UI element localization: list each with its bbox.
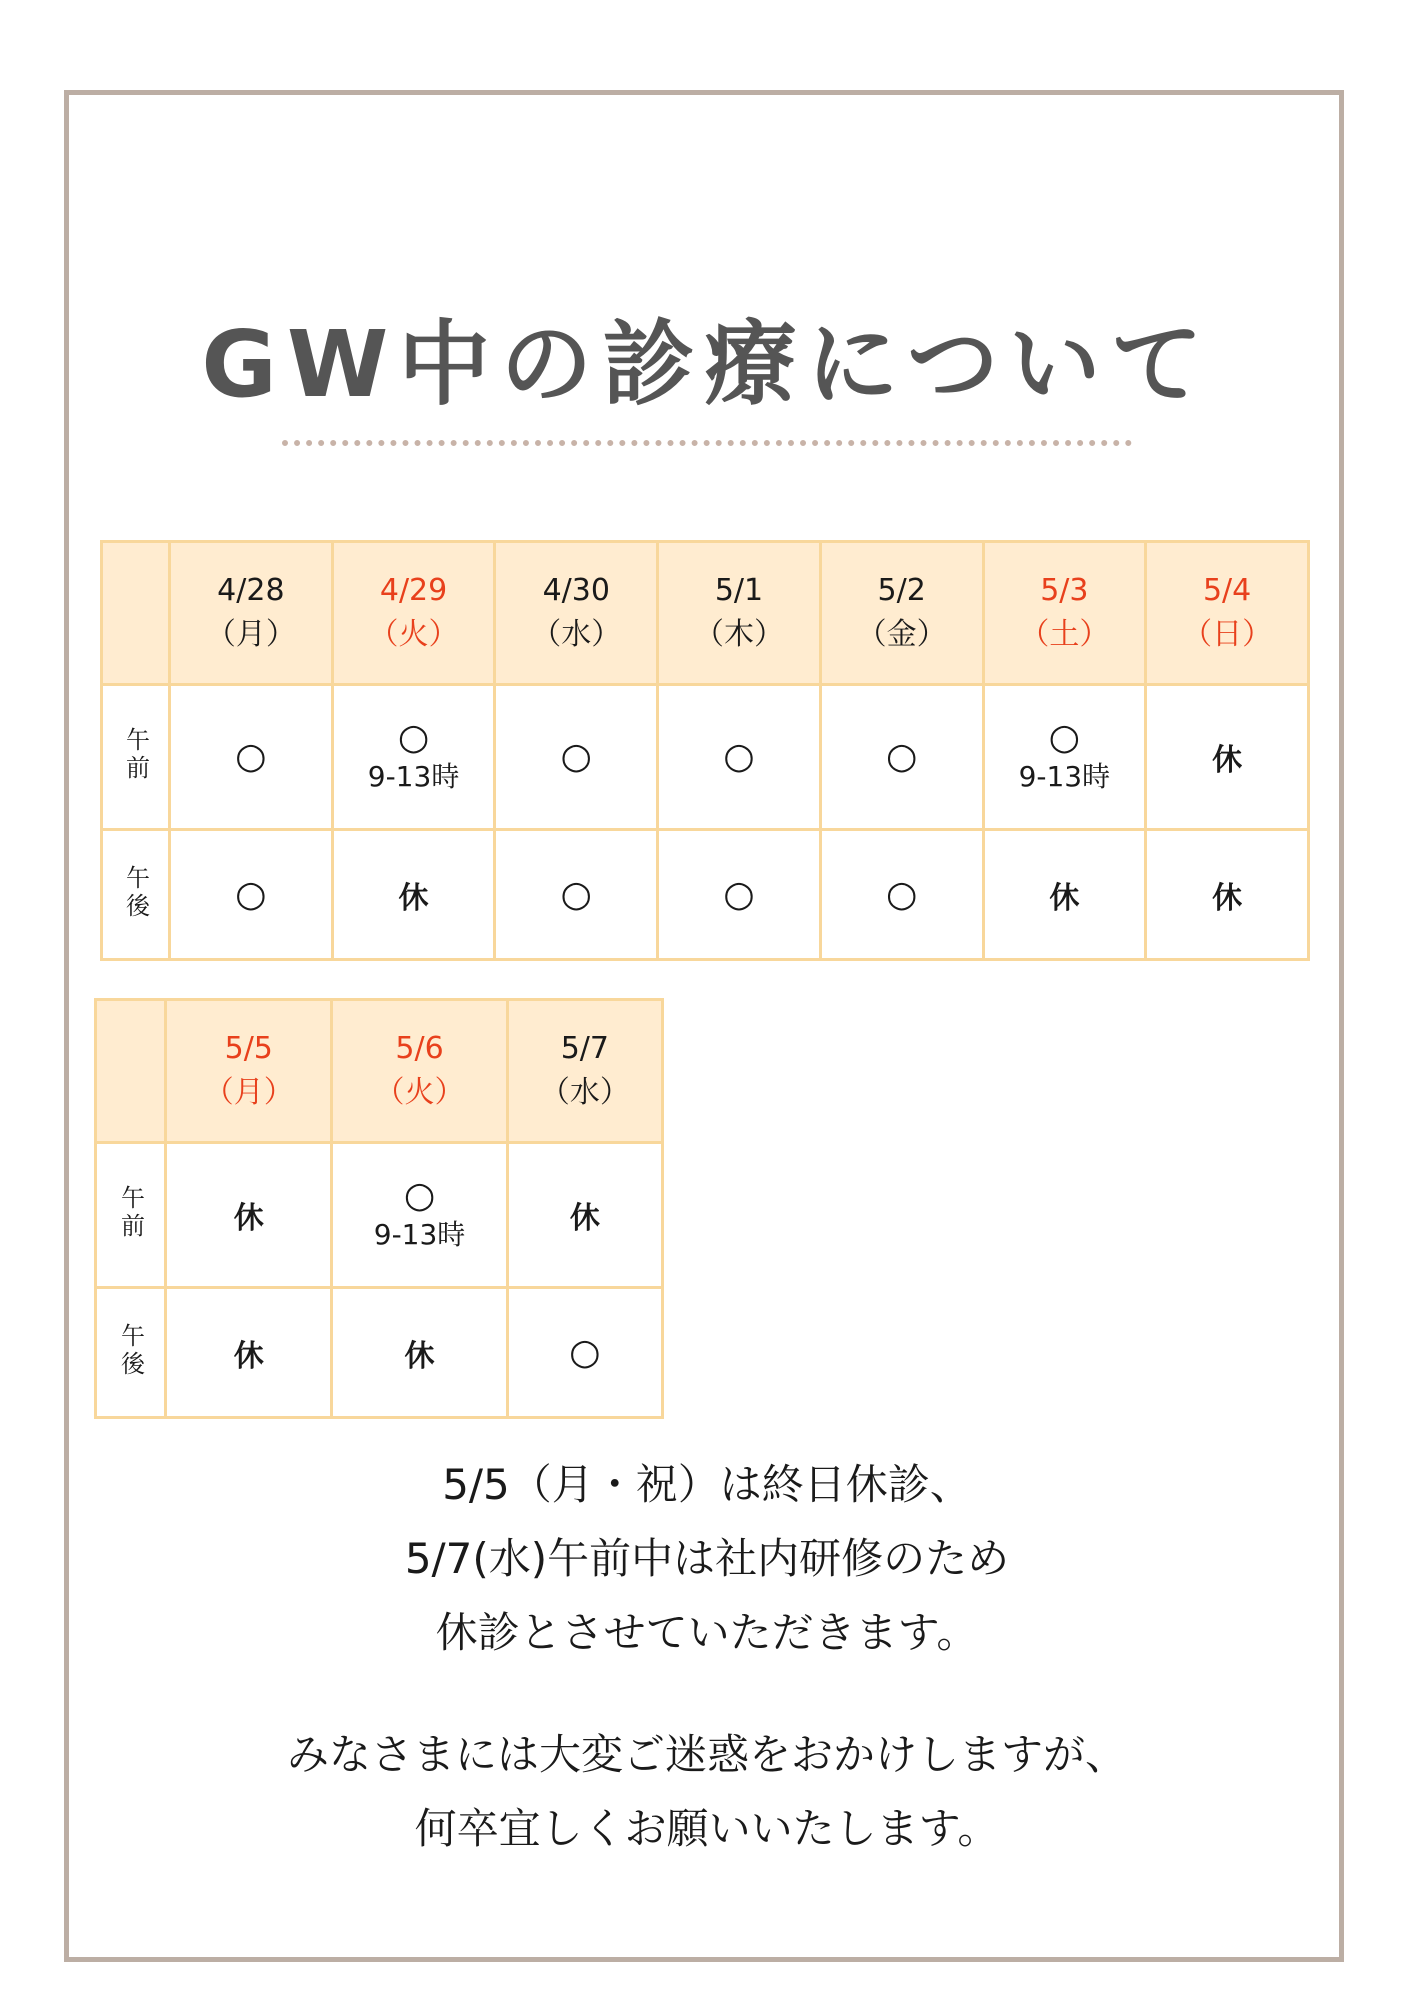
page-title: GW中の診療について xyxy=(201,311,1213,418)
slot-label-pm: 午後 xyxy=(121,864,150,921)
closed-mark: 休 xyxy=(398,880,429,916)
day-header xyxy=(820,542,983,685)
day-header xyxy=(332,542,495,685)
open-mark: ○ xyxy=(885,736,918,777)
open-hours: 9-13時 xyxy=(373,1218,466,1251)
slot-label-cell xyxy=(102,830,170,960)
notice-closure xyxy=(0,1448,1414,1670)
day-date: 4/29 xyxy=(379,573,448,608)
slot-label-am: 午前 xyxy=(121,727,150,783)
cell-am xyxy=(495,685,658,830)
day-weekday: （水） xyxy=(531,617,622,652)
cell-am xyxy=(170,685,333,830)
slot-label-cell xyxy=(102,685,170,830)
day-weekday: （土） xyxy=(1019,617,1110,652)
day-header xyxy=(1146,542,1309,685)
day-date: 5/1 xyxy=(714,573,764,608)
cell-pm xyxy=(166,1288,332,1418)
schedule-table-week1 xyxy=(100,540,1310,961)
cell-am xyxy=(658,685,821,830)
open-mark: ○ xyxy=(403,1175,436,1216)
day-weekday: （金） xyxy=(856,617,947,652)
day-date: 5/5 xyxy=(224,1031,273,1066)
cell-am xyxy=(166,1143,332,1288)
open-mark: ○ xyxy=(397,717,430,758)
closed-mark: 休 xyxy=(1212,880,1243,916)
day-weekday: （月） xyxy=(205,617,296,652)
open-mark: ○ xyxy=(885,873,918,915)
open-mark: ○ xyxy=(560,736,592,777)
day-weekday: （木） xyxy=(693,617,784,652)
closed-mark: 休 xyxy=(1049,880,1080,916)
notice-line: 休診とさせていただきます。 xyxy=(435,1608,979,1657)
slot-label-am: 午前 xyxy=(116,1185,145,1241)
open-mark: ○ xyxy=(569,1331,601,1373)
cell-pm xyxy=(507,1288,662,1418)
closed-mark: 休 xyxy=(233,1201,264,1236)
day-header xyxy=(983,542,1146,685)
cell-pm xyxy=(820,830,983,960)
day-weekday: （火） xyxy=(374,1075,465,1110)
cell-pm xyxy=(332,1288,507,1418)
day-date: 5/4 xyxy=(1202,573,1252,608)
cell-pm xyxy=(495,830,658,960)
day-date: 4/28 xyxy=(217,573,285,608)
cell-pm xyxy=(332,830,495,960)
day-header xyxy=(166,1000,332,1143)
open-hours: 9-13時 xyxy=(367,760,460,793)
day-header xyxy=(170,542,333,685)
notice-line: 何卒宜しくお願いいたします。 xyxy=(414,1804,1000,1853)
day-date: 5/2 xyxy=(877,573,926,608)
table-corner xyxy=(102,542,170,685)
cell-pm xyxy=(170,830,333,960)
closed-mark: 休 xyxy=(233,1338,264,1374)
notice-line: みなさまには大変ご迷惑をおかけしますが、 xyxy=(286,1730,1127,1779)
day-header xyxy=(507,1000,662,1143)
closed-mark: 休 xyxy=(404,1338,435,1374)
cell-am xyxy=(1146,685,1309,830)
dotted-divider xyxy=(282,440,1132,454)
notice-line: 5/7(水)午前中は社内研修のため xyxy=(404,1534,1010,1583)
cell-pm xyxy=(1146,830,1309,960)
cell-pm xyxy=(658,830,821,960)
cell-am xyxy=(983,685,1146,830)
day-header xyxy=(658,542,821,685)
closed-mark: 休 xyxy=(1212,743,1243,778)
slot-label-cell xyxy=(96,1288,166,1418)
open-mark: ○ xyxy=(1048,717,1081,758)
cell-am xyxy=(507,1143,662,1288)
cell-pm xyxy=(983,830,1146,960)
slot-label-cell xyxy=(96,1143,166,1288)
day-header xyxy=(332,1000,507,1143)
cell-am xyxy=(332,685,495,830)
table-corner xyxy=(96,1000,166,1143)
day-date: 5/3 xyxy=(1040,573,1089,608)
day-weekday: （火） xyxy=(368,617,459,652)
day-weekday: （水） xyxy=(539,1075,630,1110)
open-mark: ○ xyxy=(235,873,267,915)
open-mark: ○ xyxy=(723,736,755,777)
schedule-table-week2 xyxy=(94,998,664,1419)
slot-label-pm: 午後 xyxy=(116,1322,145,1379)
day-header xyxy=(495,542,658,685)
notice-apology xyxy=(0,1718,1414,1866)
day-date: 5/6 xyxy=(395,1031,444,1066)
day-date: 5/7 xyxy=(560,1031,609,1066)
day-date: 4/30 xyxy=(542,573,610,608)
closed-mark: 休 xyxy=(569,1201,600,1236)
notice-line: 5/5（月・祝）は終日休診、 xyxy=(442,1460,972,1509)
open-mark: ○ xyxy=(560,873,592,915)
cell-am xyxy=(820,685,983,830)
cell-am xyxy=(332,1143,507,1288)
open-mark: ○ xyxy=(235,736,267,777)
day-weekday: （日） xyxy=(1182,617,1273,652)
day-weekday: （月） xyxy=(203,1075,294,1110)
open-mark: ○ xyxy=(723,873,755,915)
open-hours: 9-13時 xyxy=(1018,760,1111,793)
